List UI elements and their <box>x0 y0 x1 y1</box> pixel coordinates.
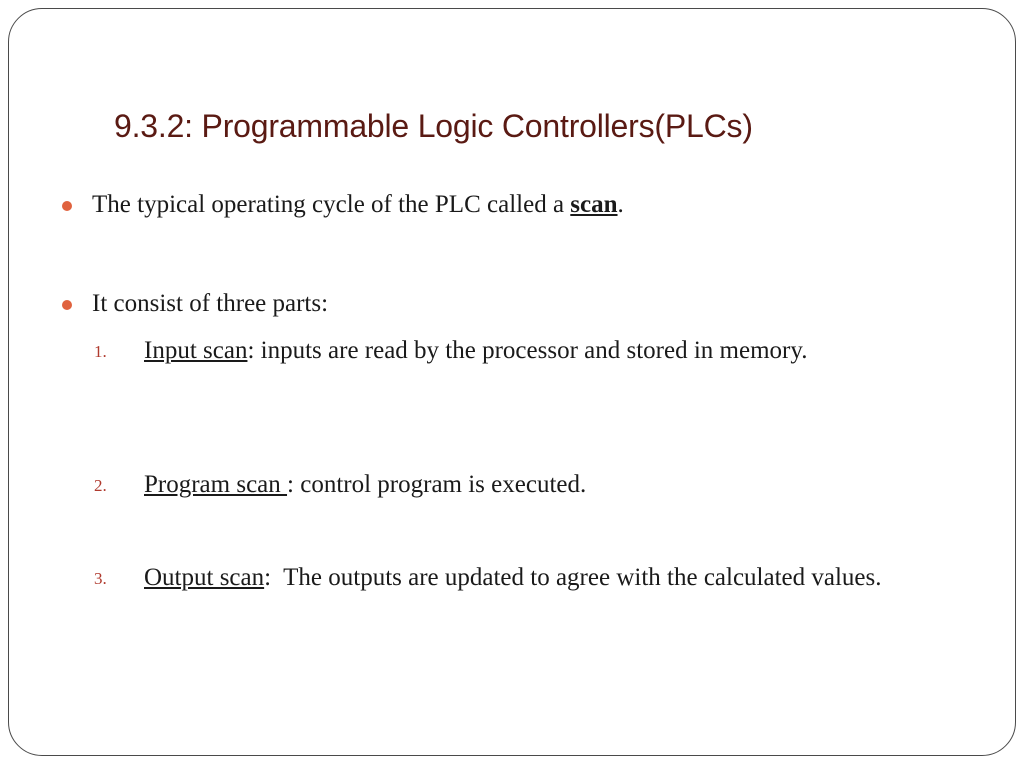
bullet-text: It consist of three parts: <box>92 290 329 317</box>
list-item-text <box>144 557 954 598</box>
bullet-dot-icon <box>62 201 72 211</box>
list-item-term: Output scan <box>144 564 265 591</box>
list-number: 1. <box>94 342 107 361</box>
slide-title: 9.3.2: Programmable Logic Controllers(PLCs) <box>114 108 753 144</box>
bullet-text-lead: The typical operating cycle of the PLC called a <box>92 191 571 218</box>
list-item-term: Program scan <box>144 471 288 498</box>
list-item-description: control program is executed. <box>293 471 587 498</box>
list-item-separator: : <box>264 564 272 591</box>
bullet-dot-icon <box>62 300 72 310</box>
list-item-description: The outputs are updated to agree with the calculated values. <box>271 564 882 591</box>
list-item-separator: : <box>247 337 255 364</box>
list-number: 2. <box>94 476 107 495</box>
scan-term: scan <box>570 191 618 218</box>
list-item-text <box>144 330 954 371</box>
list-item-term: Input scan <box>144 337 248 364</box>
list-item-separator: : <box>287 471 294 498</box>
bullet-text <box>92 190 624 220</box>
list-number: 3. <box>94 569 107 588</box>
list-item-description: inputs are read by the processor and stored in memory. <box>254 337 808 364</box>
list-item-text <box>144 464 954 505</box>
bullet-text-end: . <box>617 191 624 218</box>
